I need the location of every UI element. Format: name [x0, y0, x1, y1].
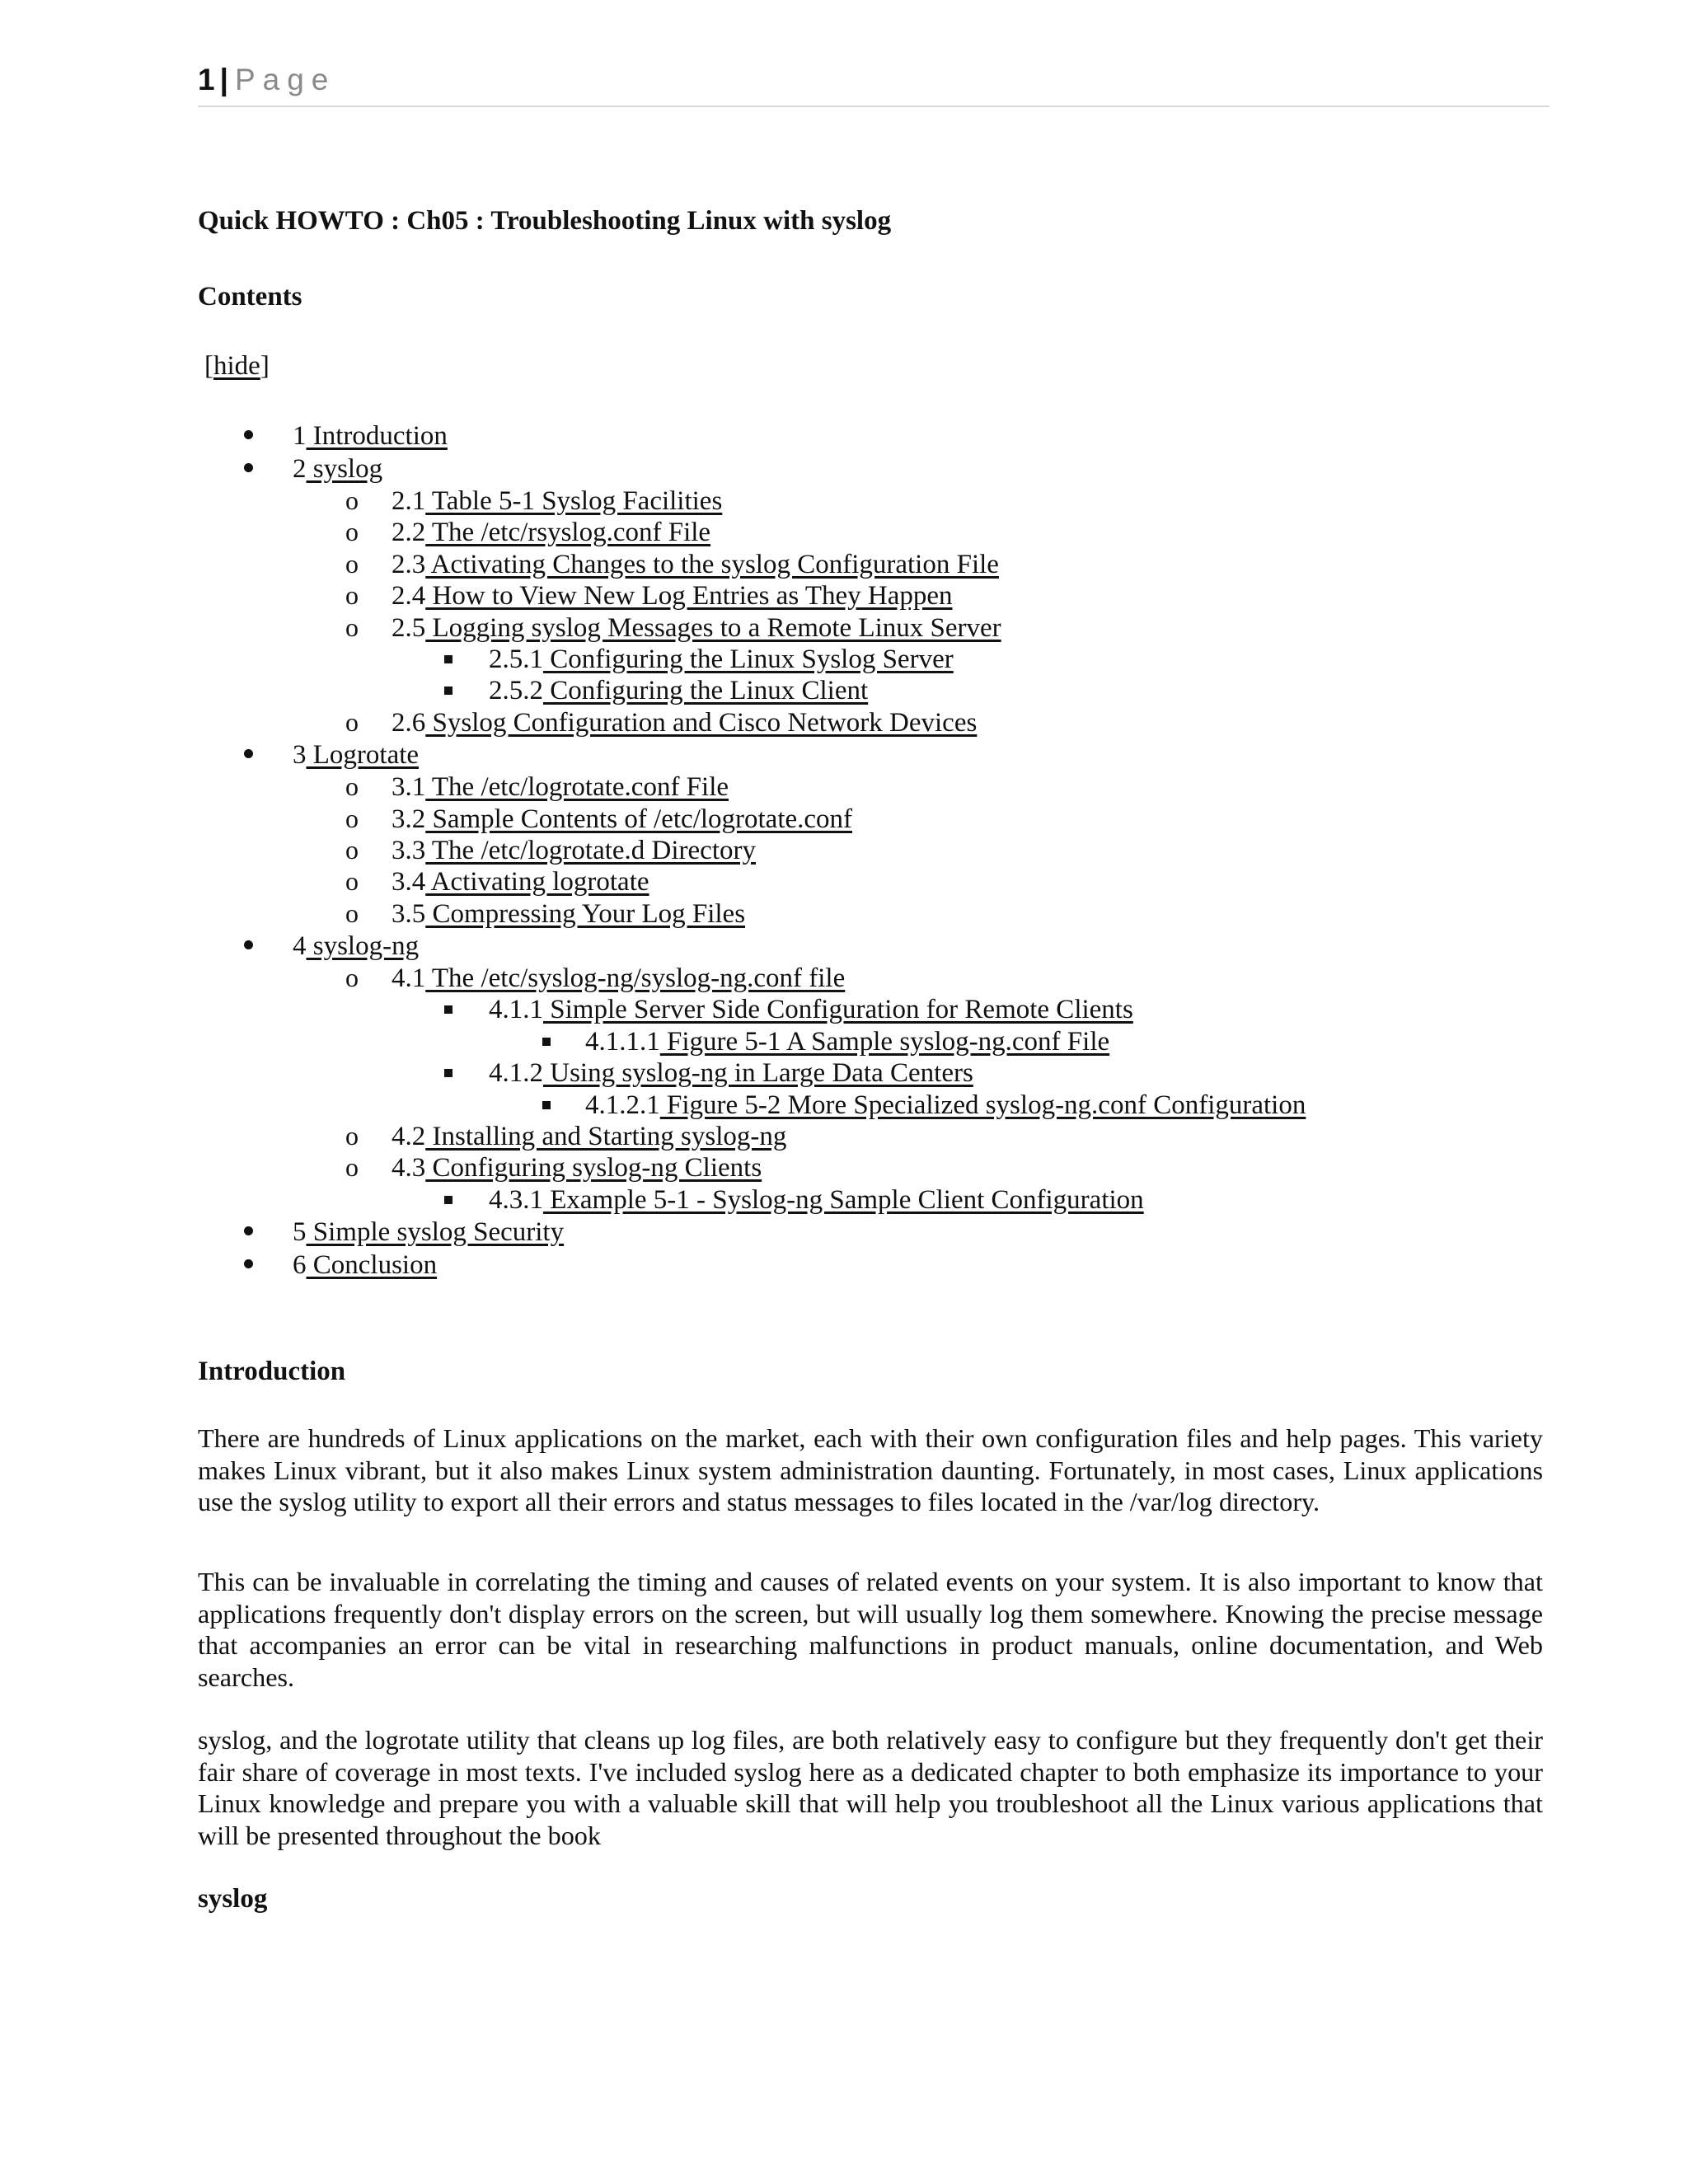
- toc-number: 3.5: [392, 898, 426, 929]
- toc-entry: [392, 707, 977, 738]
- bullet-icon: o: [345, 963, 359, 993]
- toc-number: 2.6: [392, 707, 426, 738]
- toc-item: [0, 1152, 1688, 1183]
- toc-item: [0, 1121, 1688, 1152]
- bullet-icon: o: [345, 706, 359, 737]
- syslog-heading: syslog: [198, 1884, 268, 1914]
- toc-link[interactable]: Figure 5-2 More Specialized syslog-ng.conf Configuration: [659, 1090, 1306, 1120]
- bullet-icon: o: [345, 834, 359, 865]
- toc-item: [0, 419, 1688, 452]
- toc-entry: [293, 452, 382, 485]
- toc-link[interactable]: Using syslog-ng in Large Data Centers: [543, 1058, 973, 1089]
- toc-link[interactable]: Sample Contents of /etc/logrotate.conf: [425, 804, 853, 834]
- toc-number: 4.3: [392, 1153, 426, 1183]
- toc-entry: [392, 835, 756, 866]
- bullet-icon: o: [345, 580, 359, 611]
- toc-entry: [293, 738, 419, 771]
- toc-entry: [392, 804, 852, 835]
- toc-link[interactable]: How to View New Log Entries as They Happen: [425, 581, 953, 612]
- toc-item: [0, 1090, 1688, 1121]
- bullet-icon: o: [345, 612, 359, 642]
- toc-item: [0, 898, 1688, 930]
- toc-link[interactable]: The /etc/logrotate.d Directory: [425, 835, 756, 865]
- toc-number: 3: [293, 740, 307, 771]
- toc-number: 4.2: [392, 1122, 426, 1152]
- toc-entry: [489, 675, 868, 706]
- toc-item: [0, 994, 1688, 1025]
- toc-item: [0, 963, 1688, 994]
- toc-entry: [392, 580, 953, 612]
- toc-link[interactable]: Syslog Configuration and Cisco Network Devices: [425, 707, 978, 738]
- toc-link[interactable]: Conclusion: [306, 1250, 438, 1281]
- toc-number: 4: [293, 931, 307, 962]
- toc-link[interactable]: Simple syslog Security: [306, 1217, 565, 1248]
- toc-entry: [489, 1184, 1144, 1216]
- toc-link[interactable]: Activating Changes to the syslog Configuration File: [425, 549, 999, 579]
- toc-item: [0, 771, 1688, 803]
- toc-item: [0, 580, 1688, 612]
- toc-number: 2.5.1: [489, 644, 543, 674]
- introduction-heading: Introduction: [198, 1357, 346, 1386]
- toc-link[interactable]: Activating logrotate: [425, 867, 649, 898]
- toc-number: 4.1.2.1: [585, 1090, 660, 1120]
- toc-link[interactable]: Logging syslog Messages to a Remote Linux Server: [425, 612, 1001, 643]
- toc-number: 2: [293, 454, 307, 484]
- toc-item: [0, 549, 1688, 580]
- page-header: [198, 59, 1550, 107]
- toc-link[interactable]: The /etc/logrotate.conf File: [425, 772, 729, 803]
- toc-number: 4.3.1: [489, 1184, 543, 1215]
- toc-link[interactable]: Configuring the Linux Syslog Server: [543, 644, 954, 674]
- toc-number: 4.1: [392, 963, 426, 994]
- toc-number: 2.4: [392, 581, 426, 612]
- toc-link[interactable]: Configuring syslog-ng Clients: [425, 1153, 762, 1183]
- toc-item: [0, 485, 1688, 517]
- intro-paragraph-1: There are hundreds of Linux applications on the market, each with their own configuration files and help pages. This variety makes Linux vibrant, but it also makes Linux system administration daunting. Fortunately, in most cases, Linux applications use the syslog utility to export all their errors and status messages to files located in the /var/log directory.: [198, 1423, 1543, 1516]
- hide-bracket-open: [: [204, 351, 213, 381]
- bullet-icon: o: [345, 803, 359, 833]
- toc-number: 2.5.2: [489, 676, 543, 706]
- toc-link[interactable]: Installing and Starting syslog-ng: [425, 1122, 787, 1152]
- toc-entry: [585, 1026, 1109, 1057]
- toc-item: [0, 707, 1688, 738]
- toc-link[interactable]: Introduction: [306, 421, 448, 451]
- intro-paragraph-2: This can be invaluable in correlating the timing and causes of related events on your system. It is also important to know that applications frequently don't display errors on the screen, but will usually log them somewhere. Knowing the precise message that accompanies an error can be vital in researching malfunctions in product manuals, online documentation, and Web searches.: [198, 1567, 1543, 1692]
- toc-link[interactable]: Logrotate: [306, 740, 420, 771]
- toc-item: [0, 930, 1688, 963]
- toc-number: 3.2: [392, 804, 426, 834]
- hide-toggle: [204, 348, 270, 384]
- toc-item: [0, 866, 1688, 898]
- header-separator: |: [219, 63, 228, 96]
- toc-item: [0, 675, 1688, 706]
- bullet-icon: o: [345, 1152, 359, 1183]
- toc-link[interactable]: The /etc/syslog-ng/syslog-ng.conf file: [425, 963, 846, 994]
- toc-item: [0, 835, 1688, 866]
- toc-item: [0, 517, 1688, 548]
- toc-entry: [392, 866, 649, 898]
- hide-link[interactable]: hide: [213, 351, 260, 381]
- toc-number: 4.1.2: [489, 1058, 543, 1089]
- toc-entry: [293, 930, 419, 963]
- page-word: Page: [234, 63, 336, 96]
- toc-entry: [293, 1249, 437, 1282]
- toc-number: 2.1: [392, 486, 426, 516]
- toc-item: [0, 612, 1688, 644]
- toc-link[interactable]: Table 5-1 Syslog Facilities: [425, 486, 723, 516]
- bullet-icon: o: [345, 517, 359, 547]
- toc-item: [0, 1057, 1688, 1089]
- toc-entry: [392, 963, 845, 994]
- toc-link[interactable]: Simple Server Side Configuration for Remote Clients: [543, 995, 1133, 1025]
- toc-entry: [392, 549, 999, 580]
- toc-item: [0, 1216, 1688, 1249]
- toc-entry: [585, 1090, 1306, 1121]
- toc-entry: [293, 1216, 564, 1249]
- toc-number: 2.2: [392, 518, 426, 548]
- toc-entry: [489, 1057, 973, 1089]
- toc-link[interactable]: Figure 5-1 A Sample syslog-ng.conf File: [659, 1026, 1110, 1057]
- toc-entry: [392, 771, 729, 803]
- bullet-icon: o: [345, 485, 359, 515]
- hide-bracket-close: ]: [260, 351, 270, 381]
- toc-item: [0, 1184, 1688, 1216]
- toc-entry: [392, 898, 745, 930]
- toc-item: [0, 804, 1688, 835]
- toc-number: 1: [293, 421, 307, 451]
- toc-entry: [489, 994, 1133, 1025]
- toc-link[interactable]: syslog: [306, 454, 383, 484]
- toc-number: 2.3: [392, 549, 426, 579]
- toc-item: [0, 644, 1688, 675]
- toc-number: 6: [293, 1250, 307, 1281]
- toc-item: [0, 1026, 1688, 1057]
- toc-entry: [392, 1121, 786, 1152]
- toc-item: [0, 452, 1688, 485]
- toc-entry: [293, 419, 448, 452]
- toc-entry: [392, 517, 710, 548]
- toc-entry: [392, 485, 722, 517]
- toc-item: [0, 738, 1688, 771]
- bullet-icon: o: [345, 898, 359, 928]
- toc-entry: [392, 1152, 762, 1183]
- toc-number: 2.5: [392, 612, 426, 643]
- toc-number: 3.4: [392, 867, 426, 898]
- toc-number: 3.1: [392, 772, 426, 803]
- toc-link[interactable]: Configuring the Linux Client: [543, 676, 869, 706]
- intro-paragraph-3: syslog, and the logrotate utility that cleans up log files, are both relatively easy to configure but they frequently don't get their fair share of coverage in most texts. I've included syslog here as a dedicated chapter to both emphasize its importance to your Linux knowledge and prepare you with a valuable skill that will help you troubleshoot all the Linux various applications that will be presented throughout the book: [198, 1725, 1543, 1850]
- bullet-icon: o: [345, 866, 359, 897]
- contents-heading: Contents: [198, 282, 302, 312]
- document-title: Quick HOWTO : Ch05 : Troubleshooting Linux with syslog: [198, 206, 892, 236]
- bullet-icon: o: [345, 771, 359, 802]
- toc-link[interactable]: syslog-ng: [306, 931, 420, 962]
- table-of-contents: [0, 419, 1688, 1282]
- toc-number: 5: [293, 1217, 307, 1248]
- toc-link[interactable]: Example 5-1 - Syslog-ng Sample Client Configuration: [543, 1184, 1144, 1215]
- bullet-icon: o: [345, 1121, 359, 1151]
- toc-item: [0, 1249, 1688, 1282]
- toc-entry: [489, 644, 954, 675]
- toc-number: 4.1.1: [489, 995, 543, 1025]
- toc-entry: [392, 612, 1001, 644]
- toc-number: 4.1.1.1: [585, 1026, 660, 1057]
- bullet-icon: o: [345, 548, 359, 579]
- toc-number: 3.3: [392, 835, 426, 865]
- toc-link[interactable]: The /etc/rsyslog.conf File: [425, 518, 711, 548]
- page-number: 1: [198, 63, 215, 96]
- toc-link[interactable]: Compressing Your Log Files: [425, 898, 746, 929]
